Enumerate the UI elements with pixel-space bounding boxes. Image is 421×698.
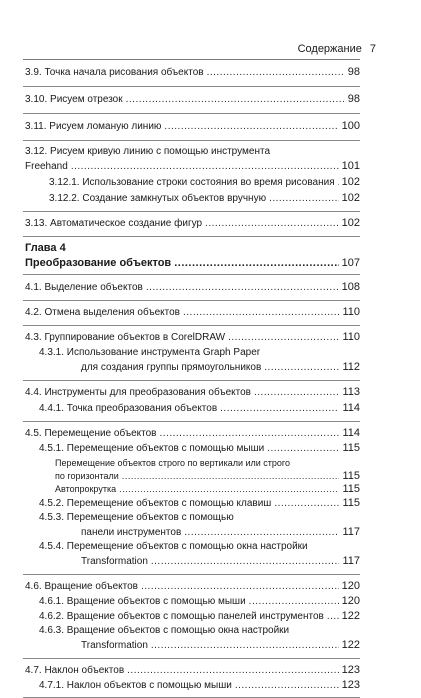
toc-entry-title: 4.7. Наклон объектов (25, 665, 125, 676)
toc-entry-title: 3.12.2. Создание замкнутых объектов вручную (49, 193, 267, 204)
toc-entry-title-line1: 3.12. Рисуем кривую линию с помощью инструмента (25, 146, 270, 157)
toc-entry-page: 98 (347, 93, 360, 105)
leader-dots (126, 94, 345, 106)
toc-entry-page: 100 (341, 120, 360, 132)
toc-entry-title: 4.6. Вращение объектов (25, 581, 138, 592)
toc-entry (25, 146, 360, 173)
toc-entry (25, 93, 360, 106)
page-number: 7 (369, 43, 376, 55)
divider (23, 421, 360, 422)
divider (23, 300, 360, 301)
leader-dots (338, 177, 339, 189)
leader-dots (235, 680, 339, 692)
toc-entry-title: 3.12.1. Использование строки состояния во время рисования (49, 177, 335, 188)
leader-dots (151, 640, 339, 652)
toc-entry-title: 4.6.2. Вращение объектов с помощью панелей инструментов (39, 611, 324, 622)
leader-dots (254, 387, 339, 399)
toc-entry (25, 664, 360, 677)
divider (23, 274, 360, 275)
toc-entry-title: 4.5.1. Перемещение объектов с помощью мыши (39, 443, 265, 454)
leader-dots (174, 257, 338, 269)
toc-entry-page: 108 (341, 281, 360, 293)
toc-entry-page: 101 (341, 160, 360, 172)
toc-entry (39, 625, 360, 652)
chapter-label: Глава 4 (25, 242, 66, 254)
toc-entry (39, 442, 360, 455)
toc-entry-page: 102 (341, 192, 360, 204)
toc-entry-title: 4.1. Выделение объектов (25, 282, 143, 293)
toc-entry (25, 66, 360, 79)
toc-entry-title-line2: для создания группы прямоугольников (81, 362, 262, 373)
toc-entry-page: 110 (342, 306, 360, 318)
divider (23, 574, 360, 575)
toc-entry-page: 112 (342, 361, 360, 373)
toc-entry-page: 120 (341, 595, 360, 607)
toc-entry (39, 595, 360, 608)
toc-entry (55, 457, 360, 482)
toc-entry-title-line1: 4.6.3. Вращение объектов с помощью окна настройки (39, 625, 290, 636)
leader-dots (228, 332, 339, 344)
leader-dots (146, 282, 339, 294)
toc-entry-page: 122 (341, 639, 360, 651)
toc-entry (25, 427, 360, 440)
toc-entry-title: 4.7.1. Наклон объектов с помощью мыши (39, 680, 232, 691)
toc-entry (39, 347, 360, 374)
divider (23, 325, 360, 326)
toc-entry-title: 4.5. Перемещение объектов (25, 428, 157, 439)
toc-entry-page: 117 (342, 526, 360, 538)
divider (23, 86, 360, 87)
toc-entry-title: 4.6.1. Вращение объектов с помощью мыши (39, 596, 246, 607)
toc-entry-page: 98 (347, 66, 360, 78)
leader-dots (151, 556, 340, 568)
toc-entry-page: 115 (342, 497, 360, 509)
toc-entry-page: 123 (341, 664, 360, 676)
toc-entry-title: 3.11. Рисуем ломаную линию (25, 121, 162, 132)
toc-entry-page: 102 (341, 176, 360, 188)
toc-entry-title-line2: Transformation (81, 556, 148, 567)
leader-dots (160, 428, 340, 440)
toc-entry-title-line1: 4.5.3. Перемещение объектов с помощью (39, 512, 234, 523)
leader-dots (205, 218, 339, 230)
toc-entry-title-line2: Freehand (25, 161, 68, 172)
leader-dots (184, 527, 339, 539)
toc-entry (49, 176, 360, 189)
toc-entry (25, 331, 360, 344)
leader-dots (327, 611, 339, 623)
leader-dots (164, 121, 338, 133)
chapter-title: Преобразование объектов (25, 257, 172, 269)
toc-entry-title: 3.13. Автоматическое создание фигур (25, 218, 203, 229)
leader-dots (274, 498, 339, 510)
divider (23, 211, 360, 212)
toc-entry-title-line1: 4.3.1. Использование инструмента Graph Paper (39, 347, 261, 358)
toc-entry (39, 541, 360, 568)
toc-entry-page: 115 (342, 442, 360, 454)
toc-entry (39, 512, 360, 539)
toc-entry (49, 192, 360, 205)
toc-entry-page: 102 (341, 217, 360, 229)
toc-entry-title-line2: Transformation (81, 640, 148, 651)
toc-entry-title: Автопрокрутка (55, 484, 117, 494)
toc-entry (25, 217, 360, 230)
leader-dots (220, 403, 339, 415)
toc-entry (39, 497, 360, 510)
divider (23, 658, 360, 659)
divider (23, 380, 360, 381)
toc-entry-title-line2: по горизонтали (55, 471, 119, 481)
table-of-contents (23, 66, 360, 698)
toc-entry-title: 3.9. Точка начала рисования объектов (25, 67, 204, 78)
toc-entry (55, 483, 360, 495)
toc-entry (25, 306, 360, 319)
toc-entry-page: 122 (341, 610, 360, 622)
toc-entry-page: 114 (342, 427, 360, 439)
leader-dots (122, 470, 340, 482)
leader-dots (267, 443, 339, 455)
toc-entry-page: 113 (342, 386, 360, 398)
toc-entry (25, 120, 360, 133)
toc-entry-page: 123 (341, 679, 360, 691)
toc-entry-title: 4.4. Инструменты для преобразования объектов (25, 387, 251, 398)
leader-dots (127, 665, 339, 677)
toc-entry-title: 4.2. Отмена выделения объектов (25, 307, 180, 318)
divider (23, 236, 360, 237)
leader-dots (207, 67, 345, 79)
leader-dots (264, 362, 339, 374)
toc-entry (25, 386, 360, 399)
toc-entry (39, 679, 360, 692)
leader-dots (249, 596, 339, 608)
toc-entry (25, 281, 360, 294)
divider (23, 140, 360, 141)
leader-dots (269, 193, 339, 205)
toc-entry-title: 4.5.2. Перемещение объектов с помощью клавиш (39, 498, 272, 509)
leader-dots (119, 483, 339, 495)
toc-entry-page: 115 (342, 470, 360, 482)
toc-entry-page: 115 (342, 483, 360, 495)
toc-entry-title-line1: Перемещение объектов строго по вертикали или строго (55, 458, 291, 468)
toc-entry-page: 114 (342, 402, 360, 414)
running-header (298, 43, 376, 55)
toc-entry-page: 107 (341, 257, 360, 269)
toc-entry-page: 117 (342, 555, 360, 567)
toc-entry-title: 4.3. Группирование объектов в CorelDRAW (25, 332, 226, 343)
toc-entry-page: 120 (341, 580, 360, 592)
leader-dots (141, 581, 339, 593)
leader-dots (183, 307, 339, 319)
toc-entry-page: 110 (342, 331, 360, 343)
leader-dots (71, 161, 339, 173)
toc-entry-title-line2: панели инструментов (81, 527, 182, 538)
toc-entry (39, 402, 360, 415)
toc-entry (25, 580, 360, 593)
header-rule (23, 59, 360, 60)
divider (23, 113, 360, 114)
toc-entry-title: 3.10. Рисуем отрезок (25, 94, 123, 105)
toc-entry (39, 610, 360, 623)
toc-entry-title: 4.4.1. Точка преобразования объектов (39, 403, 218, 414)
running-header-title: Содержание (297, 43, 362, 55)
toc-entry-title-line1: 4.5.4. Перемещение объектов с помощью окна настройки (39, 541, 308, 552)
chapter-heading (25, 242, 360, 269)
